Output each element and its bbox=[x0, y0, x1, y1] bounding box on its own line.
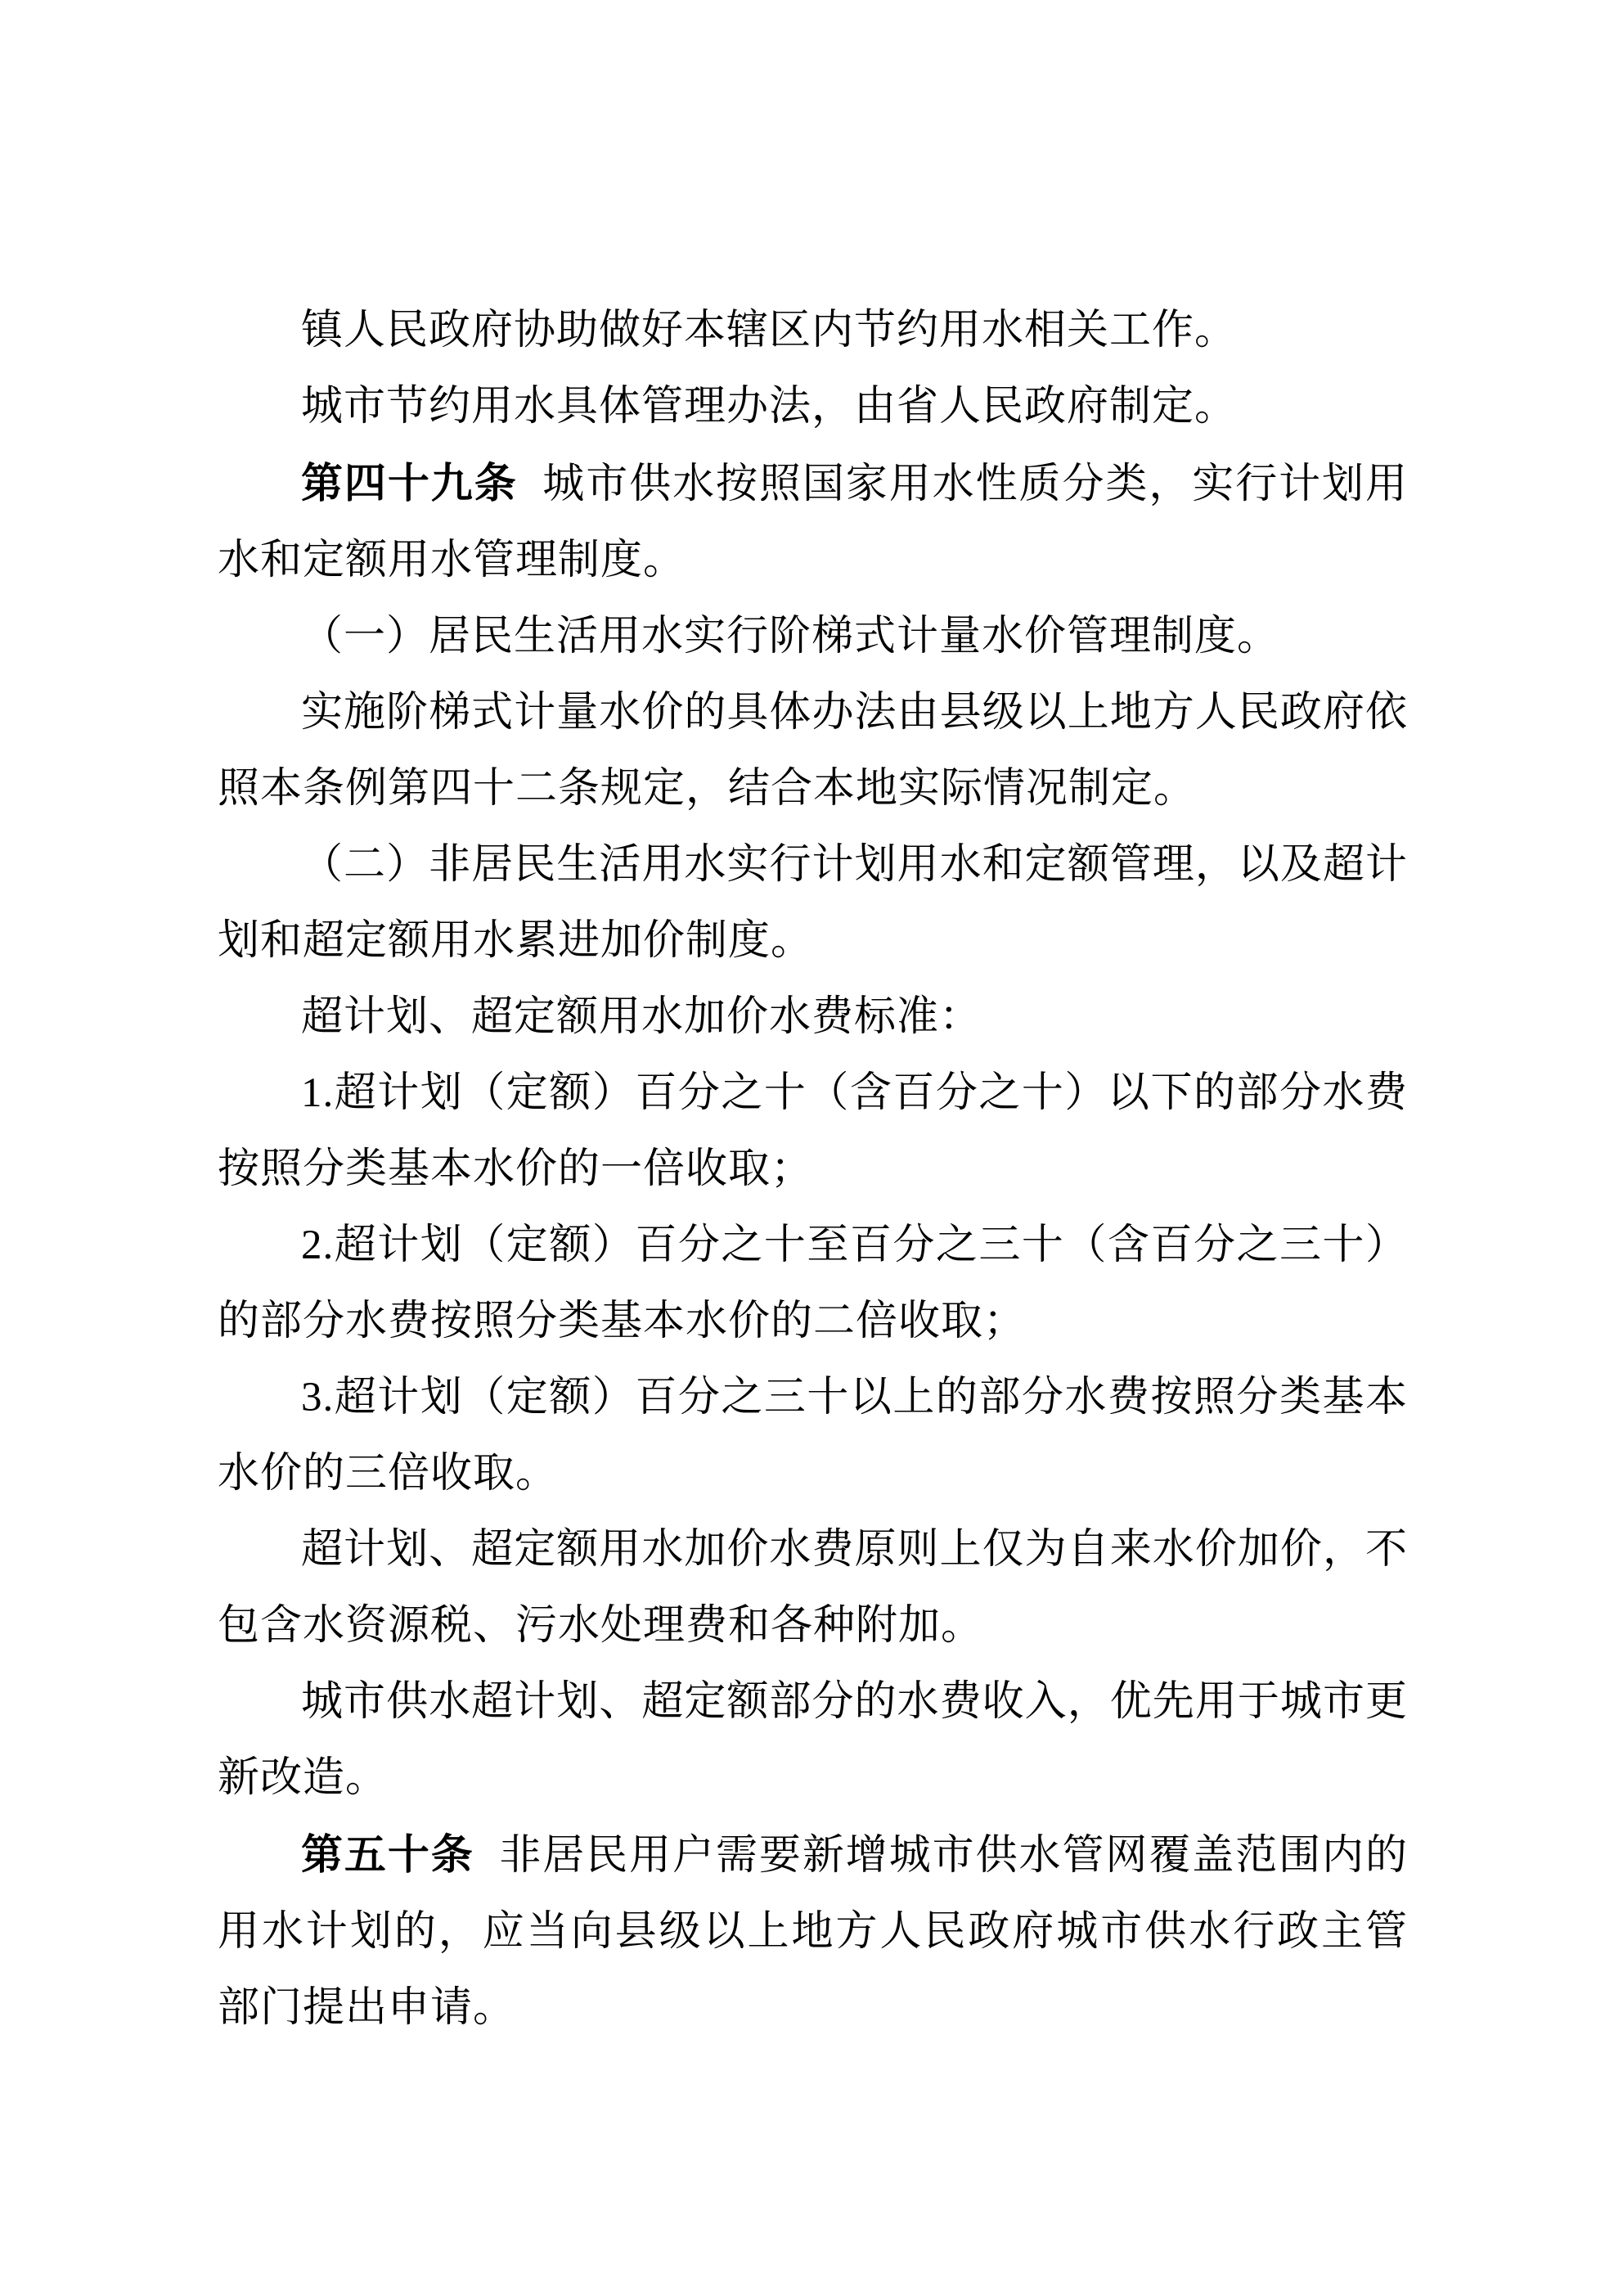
paragraph-text: 3.超计划（定额）百分之三十以上的部分水费按照分类基本水价的三倍收取。 bbox=[218, 1375, 1408, 1497]
paragraph-text: （二）非居民生活用水实行计划用水和定额管理，以及超计划和超定额用水累进加价制度。 bbox=[218, 842, 1408, 964]
paragraph-text: 超计划、超定额用水加价水费原则上仅为自来水价加价，不包含水资源税、污水处理费和各种附加。 bbox=[218, 1527, 1408, 1649]
paragraph-article-49 bbox=[218, 445, 1408, 599]
paragraph-subitem-2 bbox=[218, 1208, 1408, 1360]
paragraph-text: （一）居民生活用水实行阶梯式计量水价管理制度。 bbox=[301, 614, 1280, 660]
paragraph-item-2 bbox=[218, 827, 1408, 979]
paragraph bbox=[218, 979, 1408, 1056]
paragraph-subitem-3 bbox=[218, 1360, 1408, 1512]
article-49-number: 第四十九条 bbox=[301, 460, 518, 506]
paragraph-text: 2.超计划（定额）百分之十至百分之三十（含百分之三十）的部分水费按照分类基本水价的二倍收取； bbox=[218, 1222, 1408, 1344]
paragraph bbox=[218, 293, 1408, 369]
paragraph-item-1 bbox=[218, 599, 1408, 675]
document-body bbox=[218, 293, 1408, 2046]
paragraph bbox=[218, 1512, 1408, 1664]
paragraph bbox=[218, 1664, 1408, 1817]
paragraph bbox=[218, 675, 1408, 827]
paragraph-subitem-1 bbox=[218, 1056, 1408, 1208]
paragraph-text: 非居民用户需要新增城市供水管网覆盖范围内的用水计划的，应当向县级以上地方人民政府城市供水行政主管部门提出申请。 bbox=[218, 1833, 1408, 2031]
paragraph-text: 1.超计划（定额）百分之十（含百分之十）以下的部分水费按照分类基本水价的一倍收取； bbox=[218, 1070, 1408, 1192]
paragraph-article-50 bbox=[218, 1817, 1408, 2046]
paragraph-text: 城市供水按照国家用水性质分类，实行计划用水和定额用水管理制度。 bbox=[218, 461, 1408, 583]
paragraph-text: 城市节约用水具体管理办法，由省人民政府制定。 bbox=[301, 384, 1238, 430]
paragraph bbox=[218, 369, 1408, 445]
article-50-number: 第五十条 bbox=[301, 1831, 474, 1878]
paragraph-text: 城市供水超计划、超定额部分的水费收入，优先用于城市更新改造。 bbox=[218, 1679, 1408, 1801]
paragraph-text: 超计划、超定额用水加价水费标准： bbox=[301, 994, 982, 1040]
paragraph-text: 实施阶梯式计量水价的具体办法由县级以上地方人民政府依照本条例第四十二条规定，结合本地实际情况制定。 bbox=[218, 690, 1408, 812]
paragraph-text: 镇人民政府协助做好本辖区内节约用水相关工作。 bbox=[301, 308, 1238, 353]
